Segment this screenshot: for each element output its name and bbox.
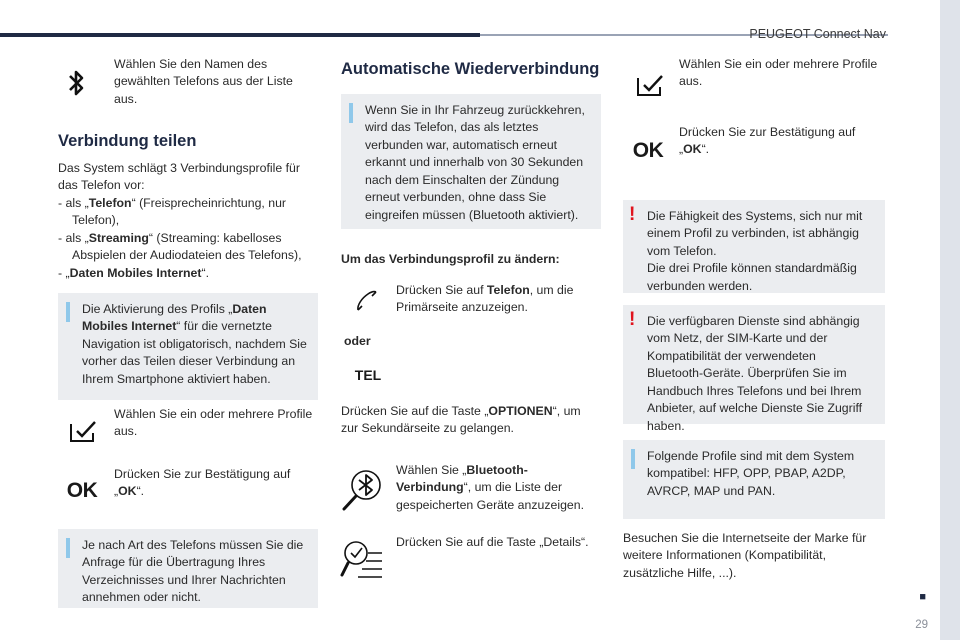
warning-icon: ! [629, 309, 636, 330]
bluetooth-search-icon [340, 462, 384, 514]
page-number: 29 [915, 619, 928, 631]
subheading-change-profile: Um das Verbindungsprofil zu ändern: [341, 252, 560, 266]
header-title: PEUGEOT Connect Nav [749, 27, 886, 41]
confirm-ok-text: Drücken Sie zur Bestätigung auf „OK“. [679, 125, 856, 157]
select-phone-text: Wählen Sie den Namen des gewählten Telefons aus der Liste aus. [114, 57, 293, 106]
warning-icon: ! [629, 204, 636, 225]
profiles-intro: Das System schlägt 3 Verbindungsprofile für das Telefon vor: - als „Telefon“ (Freisprecheinrichtung, nur Telefon), - als „Streaming“ (Streaming: kabelloses Abspielen der Audiodateien des Telefons), - „Daten Mobiles Internet“. [58, 160, 320, 282]
checkbox-icon [633, 70, 667, 100]
info-mark [631, 449, 635, 469]
info-box-mobile-data: Die Aktivierung des Profils „Daten Mobiles Internet“ für die vernetzte Navigation ist obligatorisch, nachdem Sie vorher das Teilen dieser Verbindung an Ihrem Smartphone aktiviert haben. [58, 293, 318, 400]
header-bar [0, 33, 480, 37]
info-box-compatible: Folgende Profile sind mit dem System kompatibel: HFP, OPP, PBAP, A2DP, AVRCP, MAP und PAN. [623, 440, 885, 519]
list-item: - als „Streaming“ (Streaming: kabelloses Abspielen der Audiodateien des Telefons), [58, 230, 302, 263]
website-note: Besuchen Sie die Internetseite der Marke für weitere Informationen (Kompatibilität, zusätzliche Hilfe, ...). [623, 531, 867, 580]
page-edge-strip [940, 0, 960, 640]
list-item: - als „Telefon“ (Freisprecheinrichtung, nur Telefon), [58, 195, 287, 228]
confirm-ok-text: Drücken Sie zur Bestätigung auf „OK“. [114, 467, 291, 499]
phone-handset-icon [352, 286, 382, 316]
select-profiles-text: Wählen Sie ein oder mehrere Profile aus. [679, 57, 878, 89]
press-phone-text: Drücken Sie auf Telefon, um die Primärseite anzuzeigen. [396, 283, 574, 315]
select-profiles-text: Wählen Sie ein oder mehrere Profile aus. [114, 407, 313, 439]
ok-icon: OK [66, 479, 98, 503]
checkbox-icon [66, 416, 100, 446]
profile-list [58, 195, 320, 282]
continue-mark: ■ [919, 591, 926, 603]
bluetooth-connection-text: Wählen Sie „Bluetooth-Verbindung“, um die Liste der gespeicherten Geräte anzuzeigen. [396, 463, 584, 512]
options-text: Drücken Sie auf die Taste „OPTIONEN“, um zur Sekundärseite zu gelangen. [341, 404, 581, 436]
info-box-phone-type: Je nach Art des Telefons müssen Sie die Anfrage für die Übertragung Ihres Verzeichnisses und Ihrer Nachrichten annehmen oder nicht. [58, 529, 318, 608]
warning-box-services: ! Die verfügbaren Dienste sind abhängig vom Netz, der SIM-Karte und der Kompatibilität der verwendeten Bluetooth-Geräte. Überprüfen Sie im Handbuch Ihres Telefons und bei Ihrem Anbieter, auf welche Dienste Sie Zugriff haben. [623, 305, 885, 424]
info-mark [66, 302, 70, 322]
or-label: oder [344, 334, 371, 348]
section-title-sharing: Verbindung teilen [58, 132, 197, 150]
info-mark [66, 538, 70, 558]
info-mark [349, 103, 353, 123]
section-title-reconnect: Automatische Wiederverbindung [341, 60, 600, 78]
info-box-reconnect: Wenn Sie in Ihr Fahrzeug zurückkehren, wird das Telefon, das als letztes verbunden war, automatisch erneut erkannt und innerhalb von 30 Sekunden nach dem Einschalten der Zündung erneut verbunden, ohne dass Sie eingreifen müssen (Bluetooth aktiviert). [341, 94, 601, 229]
list-item: - „Daten Mobiles Internet“. [58, 265, 209, 280]
warning-box-profiles: ! Die Fähigkeit des Systems, sich nur mit einem Profil zu verbinden, ist abhängig vom Telefon. Die drei Profile können standardmäßig verbunden werden. [623, 200, 885, 293]
details-text: Drücken Sie auf die Taste „Details“. [396, 535, 589, 549]
ok-icon: OK [632, 139, 664, 163]
tel-button-icon: TEL [354, 367, 382, 384]
bluetooth-icon [62, 64, 90, 102]
details-search-icon [340, 534, 384, 582]
